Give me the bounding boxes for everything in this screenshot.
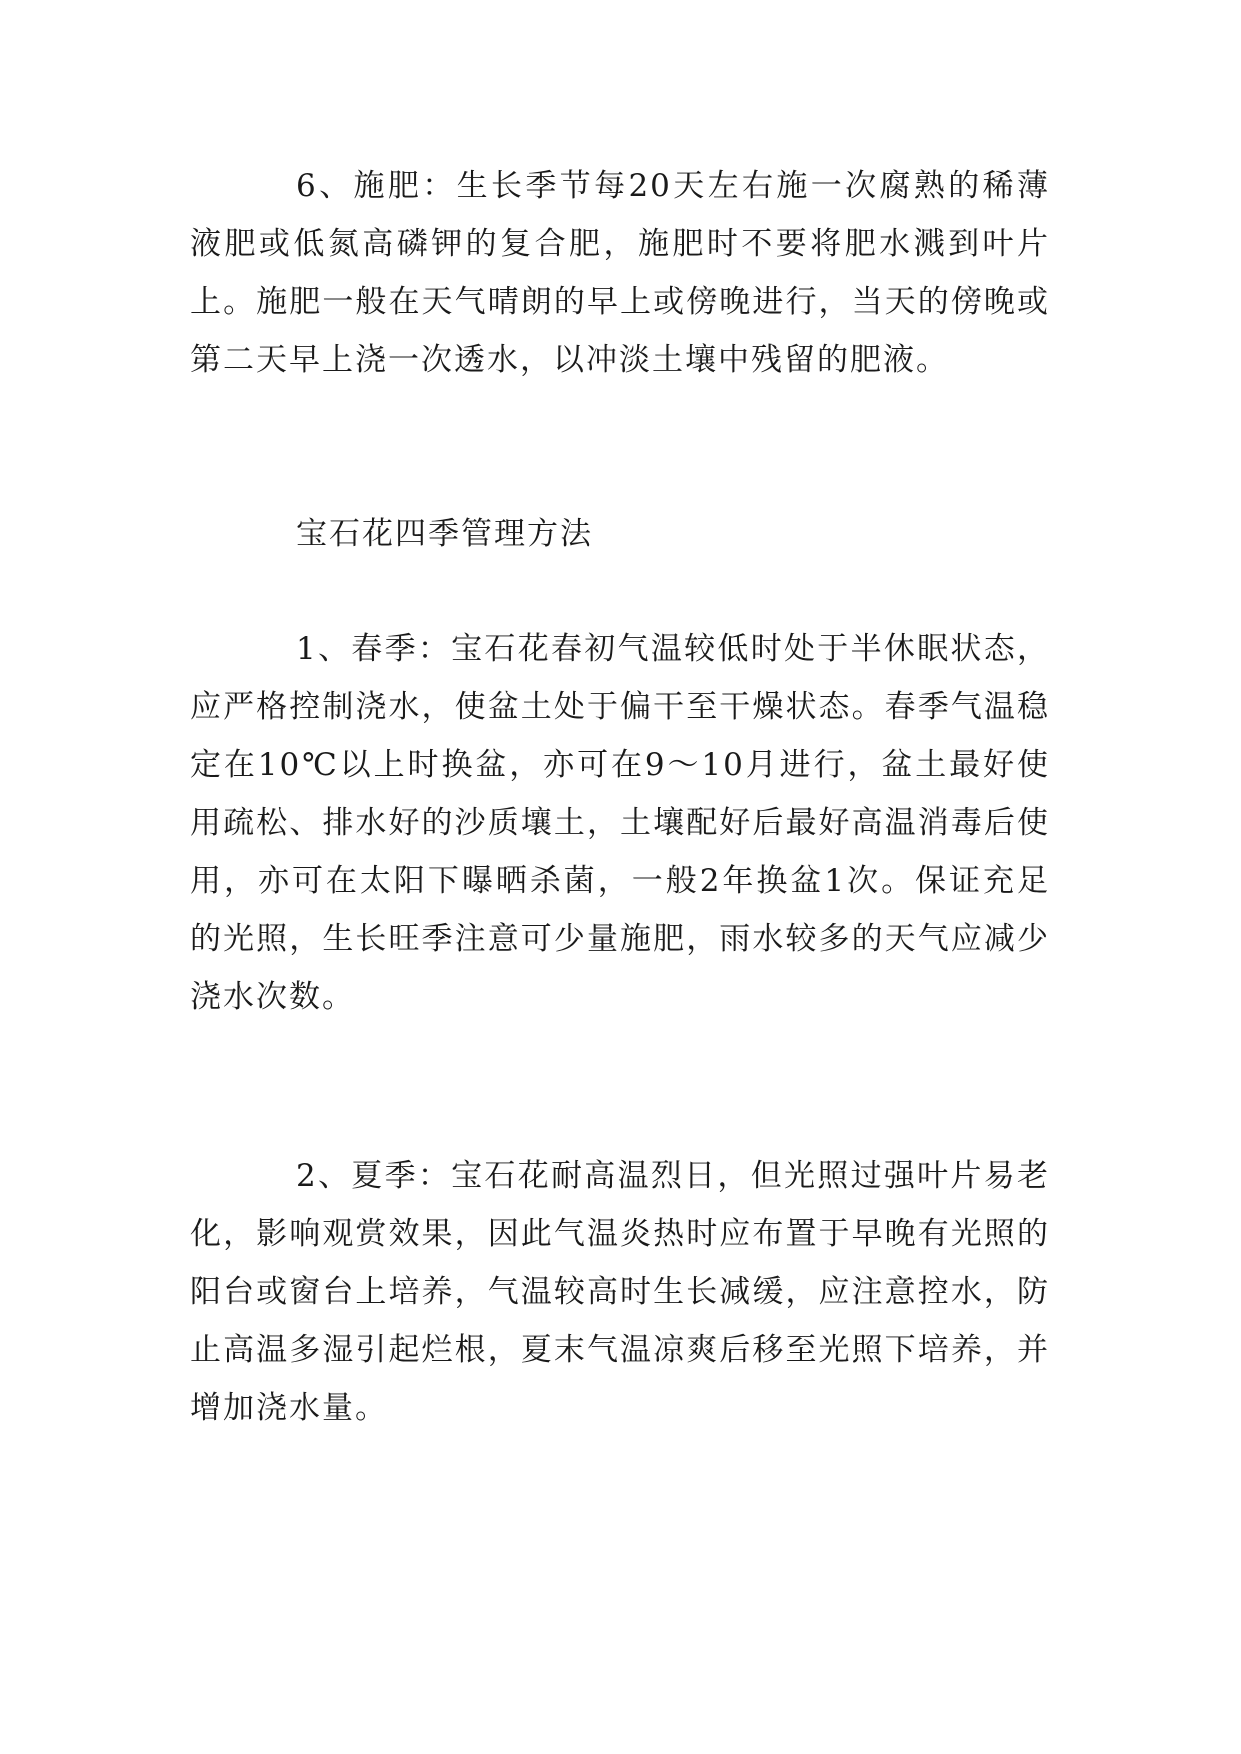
paragraph-summer: 2、夏季：宝石花耐高温烈日，但光照过强叶片易老化，影响观赏效果，因此气温炎热时应布置于早晚有光照的阳台或窗台上培养，气温较高时生长减缓，应注意控水，防止高温多湿引起烂根，夏末气温凉爽后移至光照下培养，并增加浇水量。 bbox=[190, 1158, 1050, 1426]
paragraph-fertilize: 6、施肥：生长季节每20天左右施一次腐熟的稀薄液肥或低氮高磷钾的复合肥，施肥时不要将肥水溅到叶片上。施肥一般在天气晴朗的早上或傍晚进行，当天的傍晚或第二天早上浇一次透水，以冲淡土壤中残留的肥液。 bbox=[190, 168, 1050, 378]
section-heading: 宝石花四季管理方法 bbox=[296, 516, 593, 552]
paragraph-spring: 1、春季：宝石花春初气温较低时处于半休眠状态，应严格控制浇水，使盆土处于偏干至干燥状态。春季气温稳定在10℃以上时换盆，亦可在9～10月进行，盆土最好使用疏松、排水好的沙质壤土，土壤配好后最好高温消毒后使用，亦可在太阳下曝晒杀菌，一般2年换盆1次。保证充足的光照，生长旺季注意可少量施肥，雨水较多的天气应减少浇水次数。 bbox=[190, 631, 1050, 1015]
